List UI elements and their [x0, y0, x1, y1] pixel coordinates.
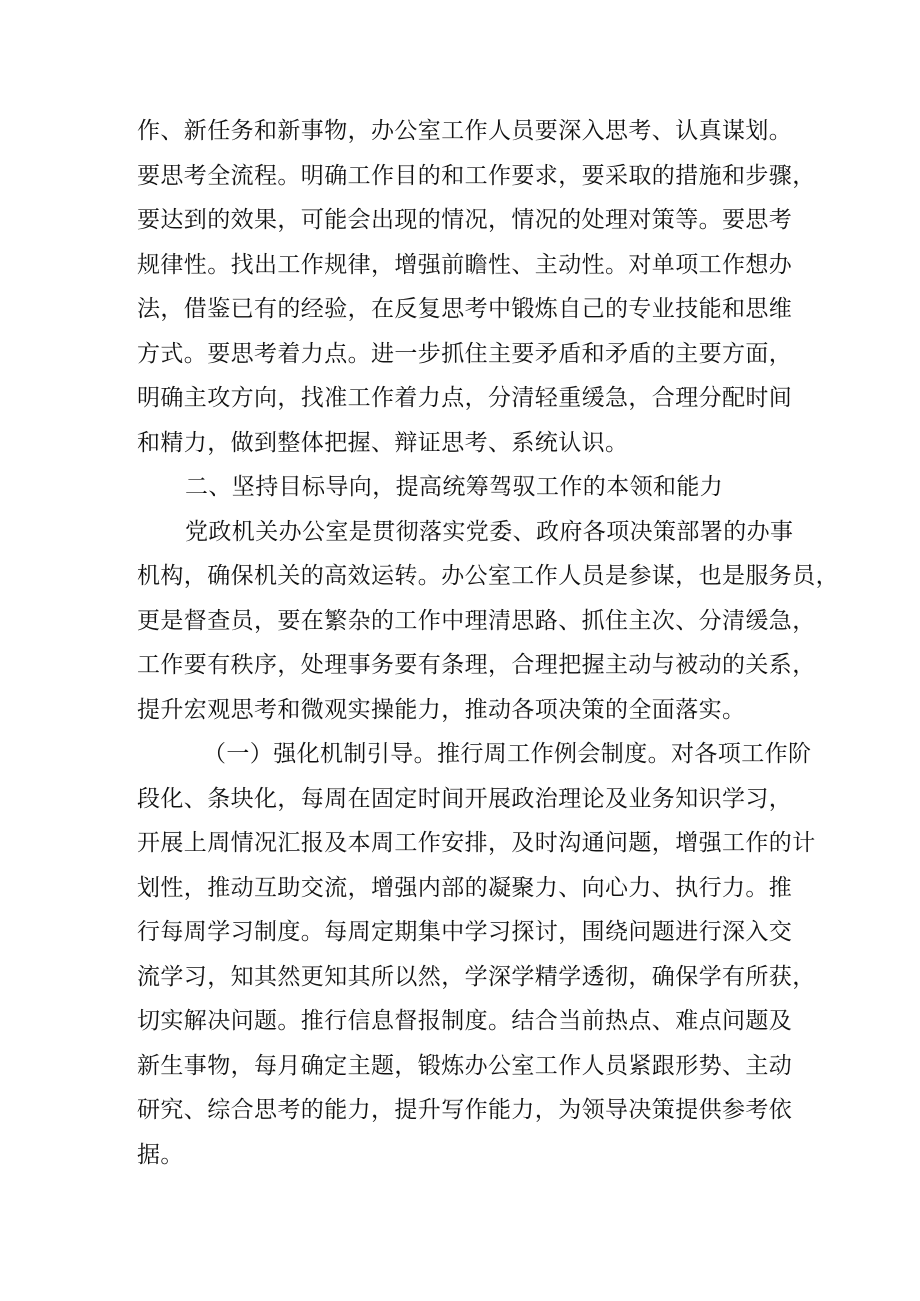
text-line: 行每周学习制度。每周定期集中学习探讨，围绕问题进行深入交	[137, 919, 793, 945]
paragraph-mechanism	[137, 732, 816, 1177]
paragraph-office	[137, 510, 839, 733]
text-line: 方式。要思考着力点。进一步抓住主要矛盾和矛盾的主要方面，	[137, 340, 793, 367]
section-heading: 二、坚持目标导向，提高统筹驾驭工作的本领和能力	[185, 474, 724, 500]
text-line: 法，借鉴已有的经验，在反复思考中锻炼自己的专业技能和思维	[137, 296, 793, 322]
text-line: 流学习，知其然更知其所以然，学深学精学透彻，确保学有所获，	[137, 963, 816, 990]
document-body	[137, 109, 839, 1177]
text-line: 新生事物，每月确定主题，锻炼办公室工作人员紧跟形势、主动	[137, 1052, 793, 1079]
text-line: 党政机关办公室是贯彻落实党委、政府各项决策部署的办事	[185, 518, 794, 545]
text-line: 和精力，做到整体把握、辩证思考、系统认识。	[137, 429, 629, 456]
text-line: 开展上周情况汇报及本周工作安排，及时沟通问题，增强工作的计	[137, 830, 816, 856]
text-line: 提升宏观思考和微观实操能力，推动各项决策的全面落实。	[137, 696, 746, 723]
text-line: 工作要有秩序，处理事务要有条理，合理把握主动与被动的关系，	[137, 652, 816, 678]
text-line: 段化、条块化，每周在固定时间开展政治理论及业务知识学习，	[137, 785, 793, 812]
text-line: 研究、综合思考的能力，提升写作能力，为领导决策提供参考依	[137, 1097, 793, 1123]
text-line: 明确主攻方向，找准工作着力点，分清轻重缓急，合理分配时间	[137, 385, 793, 411]
text-line: 要达到的效果，可能会出现的情况，情况的处理对策等。要思考	[137, 207, 793, 233]
text-line: 规律性。找出工作规律，增强前瞻性、主动性。对单项工作想办	[137, 251, 793, 278]
text-line: 据。	[137, 1141, 184, 1168]
text-line: 作、新任务和新事物，办公室工作人员要深入思考、认真谋划。	[137, 118, 793, 144]
text-line: 更是督查员，要在繁杂的工作中理清思路、抓住主次、分清缓急，	[137, 607, 816, 634]
text-line: 机构，确保机关的高效运转。办公室工作人员是参谋，也是服务员，	[137, 563, 839, 589]
text-line: 划性，推动互助交流，增强内部的凝聚力、向心力、执行力。推	[137, 874, 793, 901]
text-line: 切实解决问题。推行信息督报制度。结合当前热点、难点问题及	[137, 1008, 793, 1034]
paragraph-continued	[137, 109, 816, 465]
text-line: （一）强化机制引导。推行周工作例会制度。对各项工作阶	[203, 741, 812, 767]
text-line: 要思考全流程。明确工作目的和工作要求，要采取的措施和步骤，	[137, 162, 816, 189]
